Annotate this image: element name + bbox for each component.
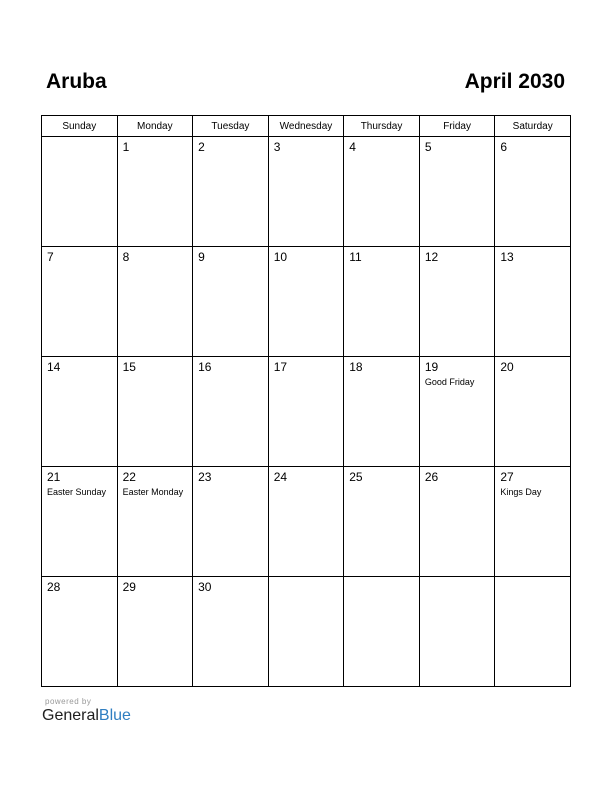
day-cell bbox=[42, 577, 118, 687]
footer-branding bbox=[42, 697, 131, 725]
day-cell bbox=[117, 247, 193, 357]
day-cell bbox=[344, 357, 420, 467]
day-number: 15 bbox=[122, 360, 136, 374]
weekday-header: Tuesday bbox=[193, 116, 269, 137]
weekday-header: Monday bbox=[117, 116, 193, 137]
day-number: 29 bbox=[122, 580, 136, 594]
day-cell bbox=[419, 357, 495, 467]
day-number: 23 bbox=[198, 470, 212, 484]
day-cell bbox=[419, 247, 495, 357]
empty-day-cell bbox=[268, 577, 344, 687]
day-cell bbox=[419, 137, 495, 247]
day-cell bbox=[117, 577, 193, 687]
day-number: 8 bbox=[122, 250, 130, 264]
day-number: 11 bbox=[349, 250, 362, 264]
holiday-label: Good Friday bbox=[424, 377, 475, 387]
day-number: 6 bbox=[500, 140, 508, 154]
day-cell bbox=[344, 247, 420, 357]
powered-by-text: powered by bbox=[45, 697, 92, 706]
holiday-label: Easter Monday bbox=[122, 487, 184, 497]
week-row bbox=[42, 357, 571, 467]
country-title: Aruba bbox=[46, 70, 107, 93]
day-cell bbox=[117, 467, 193, 577]
day-cell bbox=[193, 467, 269, 577]
day-number: 5 bbox=[424, 140, 432, 154]
day-cell bbox=[344, 467, 420, 577]
day-number: 25 bbox=[349, 470, 363, 484]
day-number: 19 bbox=[424, 360, 439, 374]
day-cell bbox=[419, 467, 495, 577]
brand-logo[interactable] bbox=[42, 707, 131, 725]
weekday-header-row bbox=[42, 116, 571, 137]
day-number: 3 bbox=[273, 140, 281, 154]
holiday-label: Kings Day bbox=[500, 487, 542, 497]
day-number: 28 bbox=[47, 580, 61, 594]
day-cell bbox=[193, 357, 269, 467]
weekday-header: Wednesday bbox=[268, 116, 344, 137]
day-number: 17 bbox=[273, 360, 288, 374]
week-row bbox=[42, 137, 571, 247]
day-cell bbox=[268, 357, 344, 467]
day-number: 12 bbox=[424, 250, 439, 264]
day-number: 21 bbox=[47, 470, 61, 484]
day-cell bbox=[495, 247, 571, 357]
empty-day-cell bbox=[419, 577, 495, 687]
day-number: 10 bbox=[273, 250, 288, 264]
day-cell bbox=[268, 247, 344, 357]
brand-name-blue: Blue bbox=[98, 707, 131, 724]
holiday-label: Easter Sunday bbox=[47, 487, 107, 497]
day-cell bbox=[344, 137, 420, 247]
day-number: 7 bbox=[47, 250, 54, 264]
day-cell bbox=[268, 137, 344, 247]
calendar-grid bbox=[41, 115, 571, 687]
empty-day-cell bbox=[344, 577, 420, 687]
day-cell bbox=[495, 137, 571, 247]
weekday-header: Thursday bbox=[344, 116, 420, 137]
day-cell bbox=[42, 247, 118, 357]
day-cell bbox=[495, 467, 571, 577]
day-number: 30 bbox=[198, 580, 212, 594]
day-cell bbox=[42, 357, 118, 467]
week-row bbox=[42, 247, 571, 357]
day-number: 18 bbox=[349, 360, 363, 374]
day-cell bbox=[117, 357, 193, 467]
day-number: 16 bbox=[198, 360, 212, 374]
day-number: 20 bbox=[500, 360, 514, 374]
empty-day-cell bbox=[495, 577, 571, 687]
day-number: 13 bbox=[500, 250, 514, 264]
day-number: 26 bbox=[424, 470, 439, 484]
day-cell bbox=[495, 357, 571, 467]
day-number: 27 bbox=[500, 470, 514, 484]
day-number: 24 bbox=[273, 470, 288, 484]
day-number: 22 bbox=[122, 470, 136, 484]
week-row bbox=[42, 467, 571, 577]
day-cell bbox=[193, 247, 269, 357]
day-cell bbox=[117, 137, 193, 247]
day-cell bbox=[42, 467, 118, 577]
day-cell bbox=[193, 137, 269, 247]
brand-name-general: General bbox=[42, 707, 99, 724]
day-number: 14 bbox=[47, 360, 61, 374]
day-cell bbox=[268, 467, 344, 577]
empty-day-cell bbox=[42, 137, 118, 247]
weekday-header: Saturday bbox=[495, 116, 571, 137]
weekday-header: Friday bbox=[419, 116, 495, 137]
day-number: 9 bbox=[198, 250, 205, 264]
weekday-header: Sunday bbox=[42, 116, 118, 137]
day-number: 2 bbox=[198, 140, 205, 154]
week-row bbox=[42, 577, 571, 687]
day-number: 4 bbox=[349, 140, 356, 154]
month-year-title: April 2030 bbox=[464, 70, 565, 93]
day-number: 1 bbox=[122, 140, 130, 154]
day-cell bbox=[193, 577, 269, 687]
